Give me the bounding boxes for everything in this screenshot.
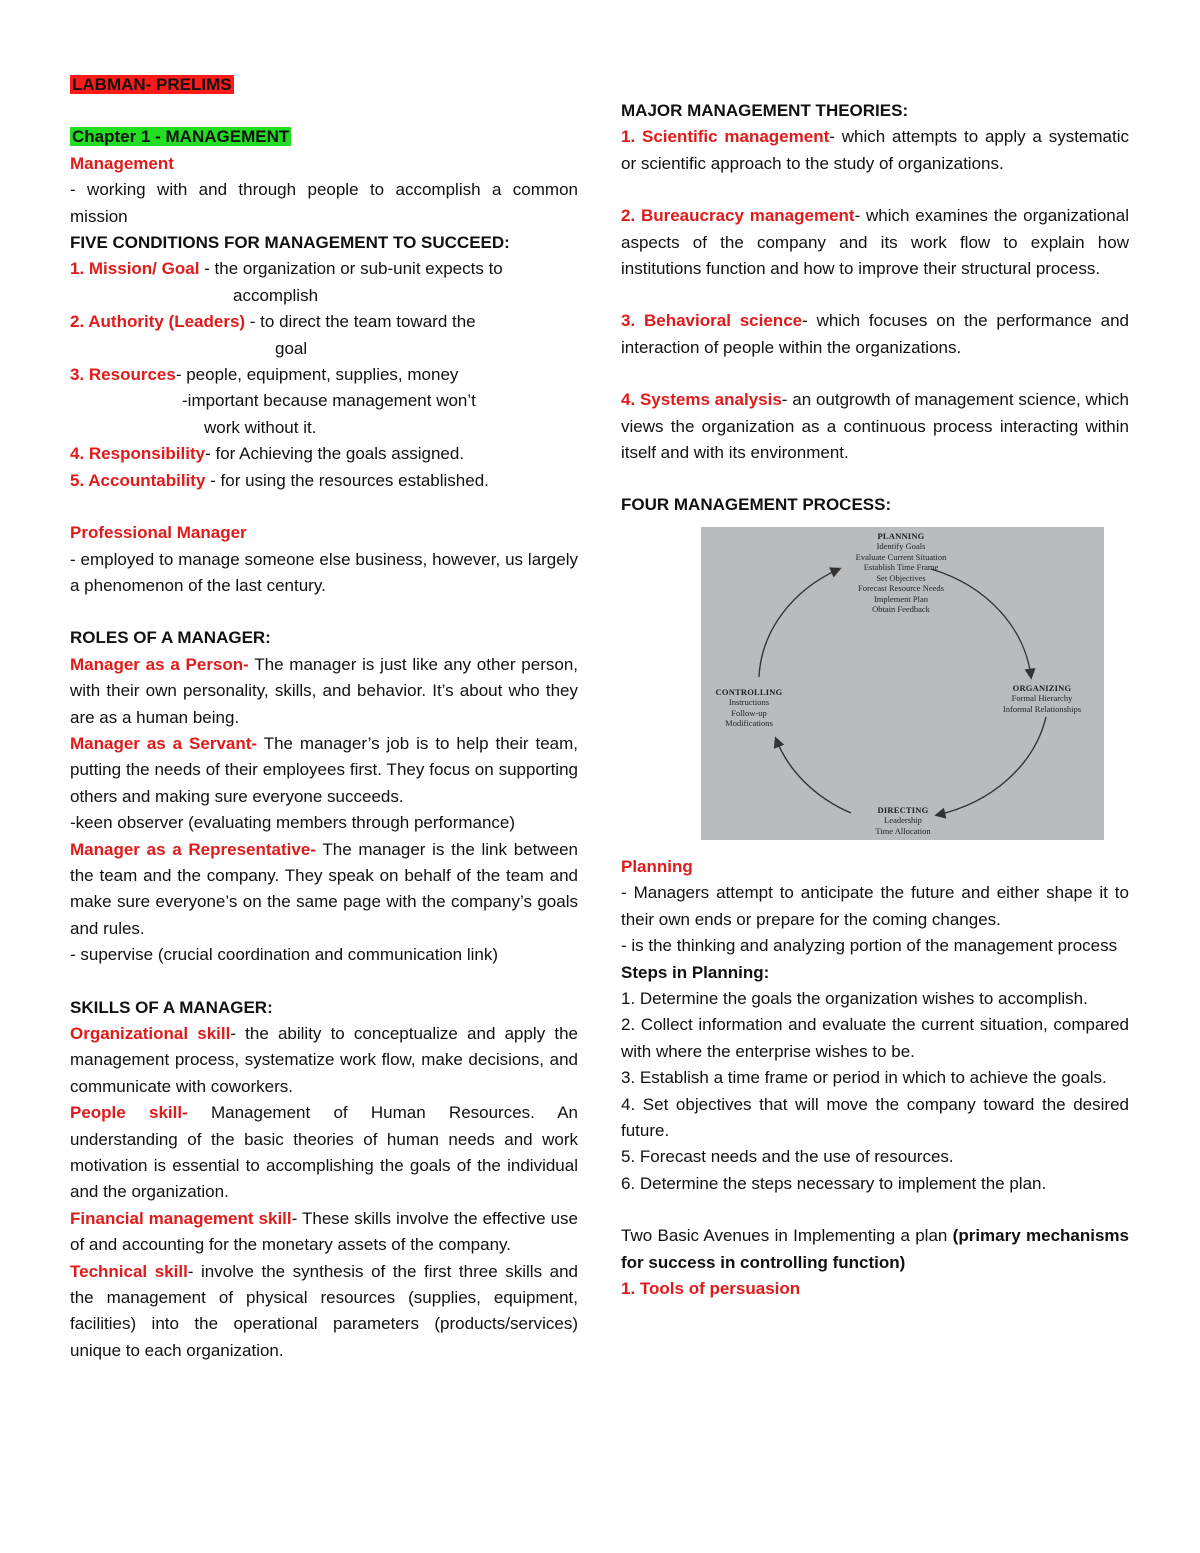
document-title: LABMAN- PRELIMS — [72, 75, 232, 94]
theory-scientific-term: 1. Scientific management — [621, 127, 830, 147]
controlling-title: CONTROLLING — [715, 686, 783, 697]
arrow-directing-to-controlling — [776, 739, 851, 813]
condition-2-cont: goal — [275, 338, 308, 358]
management-heading: Management — [70, 153, 174, 173]
planning-block — [831, 531, 971, 615]
controlling-item: Modifications — [725, 718, 773, 729]
planning-step: 5. Forecast needs and the use of resources. — [621, 1147, 954, 1167]
skill-organizational-text: - the ability to conceptualize and apply the management process, systematize work flow, make decisions, and communicate with coworkers. — [70, 1024, 579, 1096]
avenues-text: Two Basic Avenues in Implementing a plan — [621, 1226, 953, 1246]
directing-block — [851, 805, 955, 837]
right-column — [621, 98, 1129, 1302]
skill-people-term: People skill- — [70, 1103, 188, 1123]
condition-2 — [70, 309, 578, 335]
condition-2-term: 2. Authority (Leaders) — [70, 312, 246, 332]
condition-3-term: 3. Resources — [70, 365, 176, 385]
professional-text: - employed to manage someone else business, however, us largely a phenomenon of the last century. — [70, 549, 578, 595]
process-heading: FOUR MANAGEMENT PROCESS: — [621, 495, 892, 515]
theory-scientific-text: - which attempts to apply a systematic or scientific approach to the study of organizations. — [621, 127, 1129, 173]
condition-1-text: - the organization or sub-unit expects to — [199, 259, 503, 279]
theory-bureaucracy-term: 2. Bureaucracy management — [621, 206, 855, 226]
condition-5-text: - for using the resources established. — [205, 470, 489, 490]
skill-people — [70, 1100, 578, 1206]
chapter-title: Chapter 1 - MANAGEMENT — [72, 127, 290, 147]
theory-systems-text: - an outgrowth of management science, which views the organization as a continuous process interacting within itself and with its environment. — [621, 390, 1129, 463]
condition-5 — [70, 468, 578, 494]
tools-of-persuasion: 1. Tools of persuasion — [621, 1278, 801, 1298]
skill-technical-text: - involve the synthesis of the first three skills and the management of physical resources (supplies, equipment, facilities) into the operational parameters (products/services) unique to each organization. — [70, 1261, 578, 1360]
role-representative-note: - supervise (crucial coordination and communication link) — [70, 945, 499, 965]
role-servant — [70, 731, 578, 810]
condition-4-text: - for Achieving the goals assigned. — [205, 444, 465, 464]
condition-3-cont2: work without it. — [204, 417, 317, 437]
directing-item: Leadership — [884, 815, 922, 826]
planning-step: 2. Collect information and evaluate the current situation, compared with where the enterprise wishes to be. — [621, 1015, 1129, 1061]
condition-4-term: 4. Responsibility — [70, 444, 206, 464]
skill-financial-text: - These skills involve the effective use of and accounting for the monetary assets of the company. — [70, 1208, 578, 1255]
organizing-item: Informal Relationships — [1002, 703, 1082, 714]
role-person — [70, 652, 578, 731]
planning-item: Set Objectives — [876, 572, 926, 583]
organizing-item: Formal Hierarchy — [1011, 693, 1073, 704]
avenues-paragraph — [621, 1223, 1129, 1276]
planning-item: Establish Time Frame — [863, 562, 939, 573]
role-representative — [70, 837, 578, 943]
management-process-diagram — [701, 527, 1104, 840]
role-servant-text: The manager’s job is to help their team, putting the needs of their employees first. They focus on supporting others and making sure everyone succeeds. — [70, 733, 579, 806]
condition-3-text: - people, equipment, supplies, money — [175, 365, 459, 385]
theory-behavioral-term: 3. Behavioral science — [621, 311, 803, 331]
skills-heading: SKILLS OF A MANAGER: — [70, 997, 273, 1017]
condition-5-term: 5. Accountability — [70, 470, 206, 490]
theory-bureaucracy — [621, 203, 1129, 282]
condition-4 — [70, 441, 578, 467]
theory-systems-term: 4. Systems analysis — [621, 390, 782, 410]
roles-heading: ROLES OF A MANAGER: — [70, 628, 271, 648]
planning-item: Identify Goals — [876, 541, 926, 552]
planning-step: 3. Establish a time frame or period in which to achieve the goals. — [621, 1068, 1107, 1088]
theory-bureaucracy-text: - which examines the organizational aspects of the company and its work flow to explain how institutions function and how to improve their structural process. — [621, 206, 1129, 279]
management-definition: - working with and through people to accomplish a common mission — [70, 180, 578, 226]
planning-step: 4. Set objectives that will move the company toward the desired future. — [621, 1094, 1129, 1140]
planning-step: 1. Determine the goals the organization wishes to accomplish. — [621, 988, 1088, 1008]
condition-3-cont1: -important because management won’t — [182, 391, 476, 411]
role-servant-note: -keen observer (evaluating members through performance) — [70, 813, 516, 833]
condition-1-cont: accomplish — [233, 285, 319, 305]
skill-people-text: Management of Human Resources. An understanding of the basic theories of human needs and work motivation is essential to accomplishing the goals of the individual and the organization. — [70, 1103, 578, 1202]
skill-technical-term: Technical skill — [70, 1261, 188, 1281]
professional-heading: Professional Manager — [70, 523, 247, 543]
skill-financial-term: Financial management skill — [70, 1208, 292, 1228]
controlling-block — [705, 687, 793, 729]
theories-heading: MAJOR MANAGEMENT THEORIES: — [621, 101, 909, 120]
skill-financial — [70, 1206, 578, 1259]
planning-step: 6. Determine the steps necessary to implement the plan. — [621, 1173, 1047, 1193]
steps-heading: Steps in Planning: — [621, 962, 770, 982]
organizing-block — [986, 683, 1098, 715]
role-servant-term: Manager as a Servant- — [70, 733, 258, 753]
condition-2-text: - to direct the team toward the — [245, 312, 476, 332]
skill-organizational-term: Organizational skill — [70, 1024, 231, 1043]
skill-organizational — [70, 1021, 578, 1100]
planning-text-1: - Managers attempt to anticipate the future and either shape it to their own ends or prepare for the coming changes. — [621, 883, 1129, 929]
theory-behavioral — [621, 308, 1129, 361]
planning-text-2: - is the thinking and analyzing portion of the management process — [621, 936, 1118, 956]
condition-3 — [70, 362, 578, 388]
conditions-heading: FIVE CONDITIONS FOR MANAGEMENT TO SUCCEED: — [70, 233, 510, 253]
planning-heading: Planning — [621, 856, 693, 876]
directing-title: DIRECTING — [877, 804, 929, 815]
theory-behavioral-text: - which focuses on the performance and interaction of people within the organizations. — [621, 311, 1130, 357]
role-representative-term: Manager as a Representative- — [70, 839, 316, 859]
planning-item: Evaluate Current Situation — [855, 551, 947, 562]
planning-item: Implement Plan — [873, 593, 929, 604]
avenues-bold: (primary mechanisms for success in controlling function) — [621, 1226, 1129, 1272]
role-person-text: The manager is just like any other person, with their own personality, skills, and behavior. It’s about who they are as a human being. — [70, 654, 578, 727]
condition-1 — [70, 256, 578, 282]
theory-systems — [621, 387, 1129, 466]
condition-1-term: 1. Mission/ Goal — [70, 259, 200, 279]
arrow-controlling-to-planning — [759, 569, 839, 677]
organizing-title: ORGANIZING — [1012, 682, 1072, 693]
skill-technical — [70, 1259, 578, 1365]
controlling-item: Instructions — [728, 697, 770, 708]
role-person-term: Manager as a Person- — [70, 654, 249, 674]
arrow-organizing-to-directing — [937, 717, 1046, 815]
planning-item: Forecast Resource Needs — [858, 583, 944, 594]
left-column — [70, 72, 578, 1364]
directing-item: Time Allocation — [875, 825, 931, 836]
planning-item: Obtain Feedback — [872, 604, 930, 615]
planning-title: PLANNING — [877, 530, 925, 541]
theory-scientific — [621, 124, 1129, 177]
role-representative-text: The manager is the link between the team and the company. They speak on behalf of the team and make sure everyone’s on the same page with the company’s goals and rules. — [70, 839, 578, 938]
controlling-item: Follow-up — [731, 707, 767, 718]
